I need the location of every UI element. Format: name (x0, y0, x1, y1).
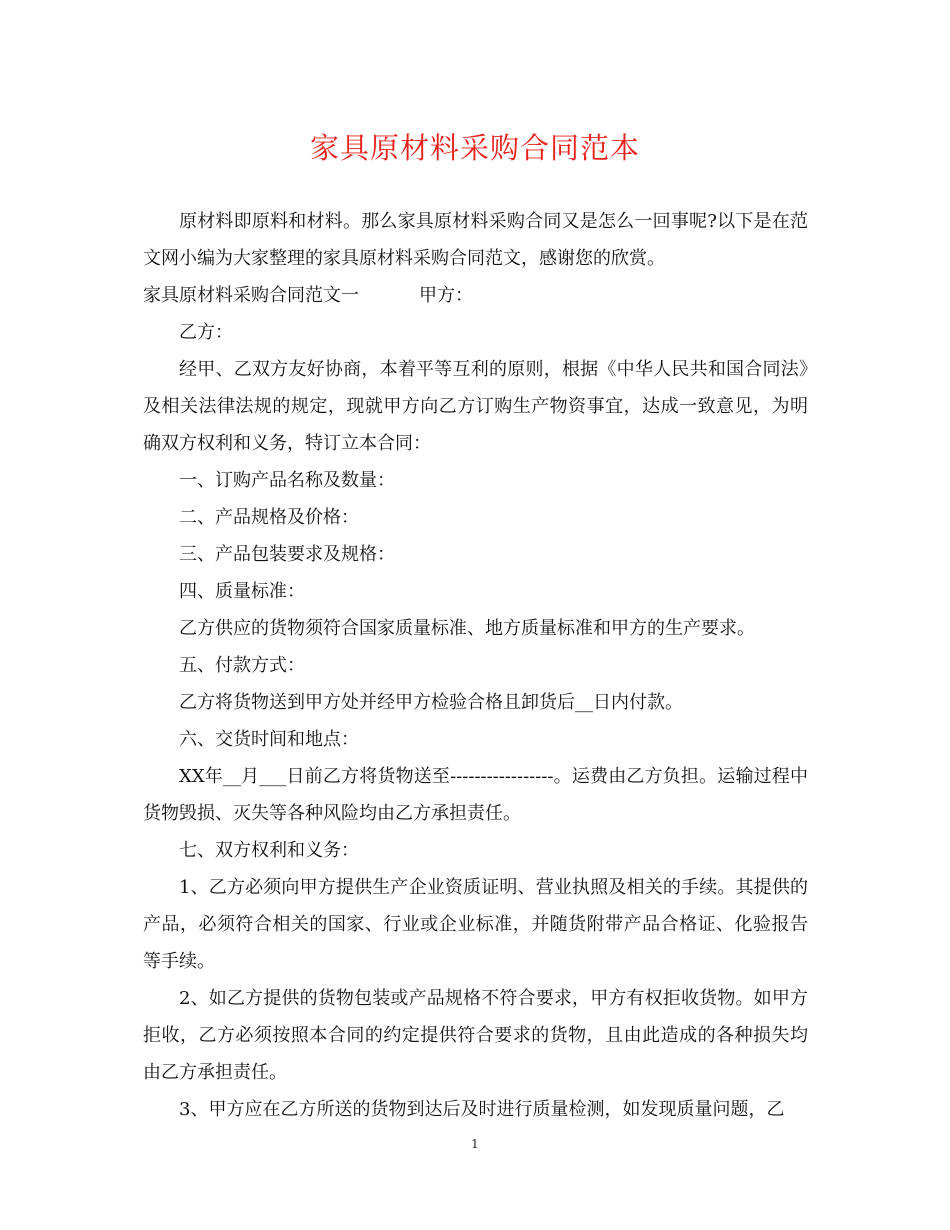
document-body (143, 203, 808, 1128)
clause-4-text: 乙方供应的货物须符合国家质量标准、地方质量标准和甲方的生产要求。 (179, 618, 755, 639)
clause-5-text: 乙方将货物送到甲方处并经甲方检验合格且卸货后__日内付款。 (179, 692, 683, 713)
clause-1-heading: 一、订购产品名称及数量： (179, 470, 395, 491)
clause-6-text: XX年__月___日前乙方将货物送至-----------------。运费由乙方负担。运输过程中货物毁损、灭失等各种风险均由乙方承担责任。 (143, 766, 808, 824)
sample-heading-line (143, 277, 808, 314)
preamble-paragraph: 经甲、乙双方友好协商，本着平等互利的原则，根据《中华人民共和国合同法》及相关法律法规的规定，现就甲方向乙方订购生产物资事宜，达成一致意见，为明确双方权利和义务，特订立本合同： (143, 359, 808, 454)
party-b-label: 乙方： (179, 322, 233, 343)
clause-3-heading: 三、产品包装要求及规格： (179, 544, 395, 565)
party-a-label: 甲方： (419, 285, 473, 306)
item-2-paragraph: 2、如乙方提供的货物包装或产品规格不符合要求，甲方有权拒收货物。如甲方拒收，乙方必须按照本合同的约定提供符合要求的货物，且由此造成的各种损失均由乙方承担责任。 (143, 988, 808, 1083)
page-number: 1 (471, 1137, 479, 1151)
clause-6-heading: 六、交货时间和地点： (179, 729, 359, 750)
document-title: 家具原材料采购合同范本 (309, 131, 640, 165)
sample-heading: 家具原材料采购合同范文一 (143, 285, 359, 306)
item-3-paragraph: 3、甲方应在乙方所送的货物到达后及时进行质量检测，如发现质量问题，乙 (179, 1099, 785, 1120)
intro-paragraph: 原材料即原料和材料。那么家具原材料采购合同又是怎么一回事呢?以下是在范文网小编为大家整理的家具原材料采购合同范文，感谢您的欣赏。 (143, 211, 808, 269)
item-1-paragraph: 1、乙方必须向甲方提供生产企业资质证明、营业执照及相关的手续。其提供的产品，必须符合相关的国家、行业或企业标准，并随货附带产品合格证、化验报告等手续。 (143, 877, 808, 972)
clause-5-heading: 五、付款方式： (179, 655, 305, 676)
clause-2-heading: 二、产品规格及价格： (179, 507, 359, 528)
clause-7-heading: 七、双方权利和义务： (179, 840, 359, 861)
clause-4-heading: 四、质量标准： (179, 581, 305, 602)
